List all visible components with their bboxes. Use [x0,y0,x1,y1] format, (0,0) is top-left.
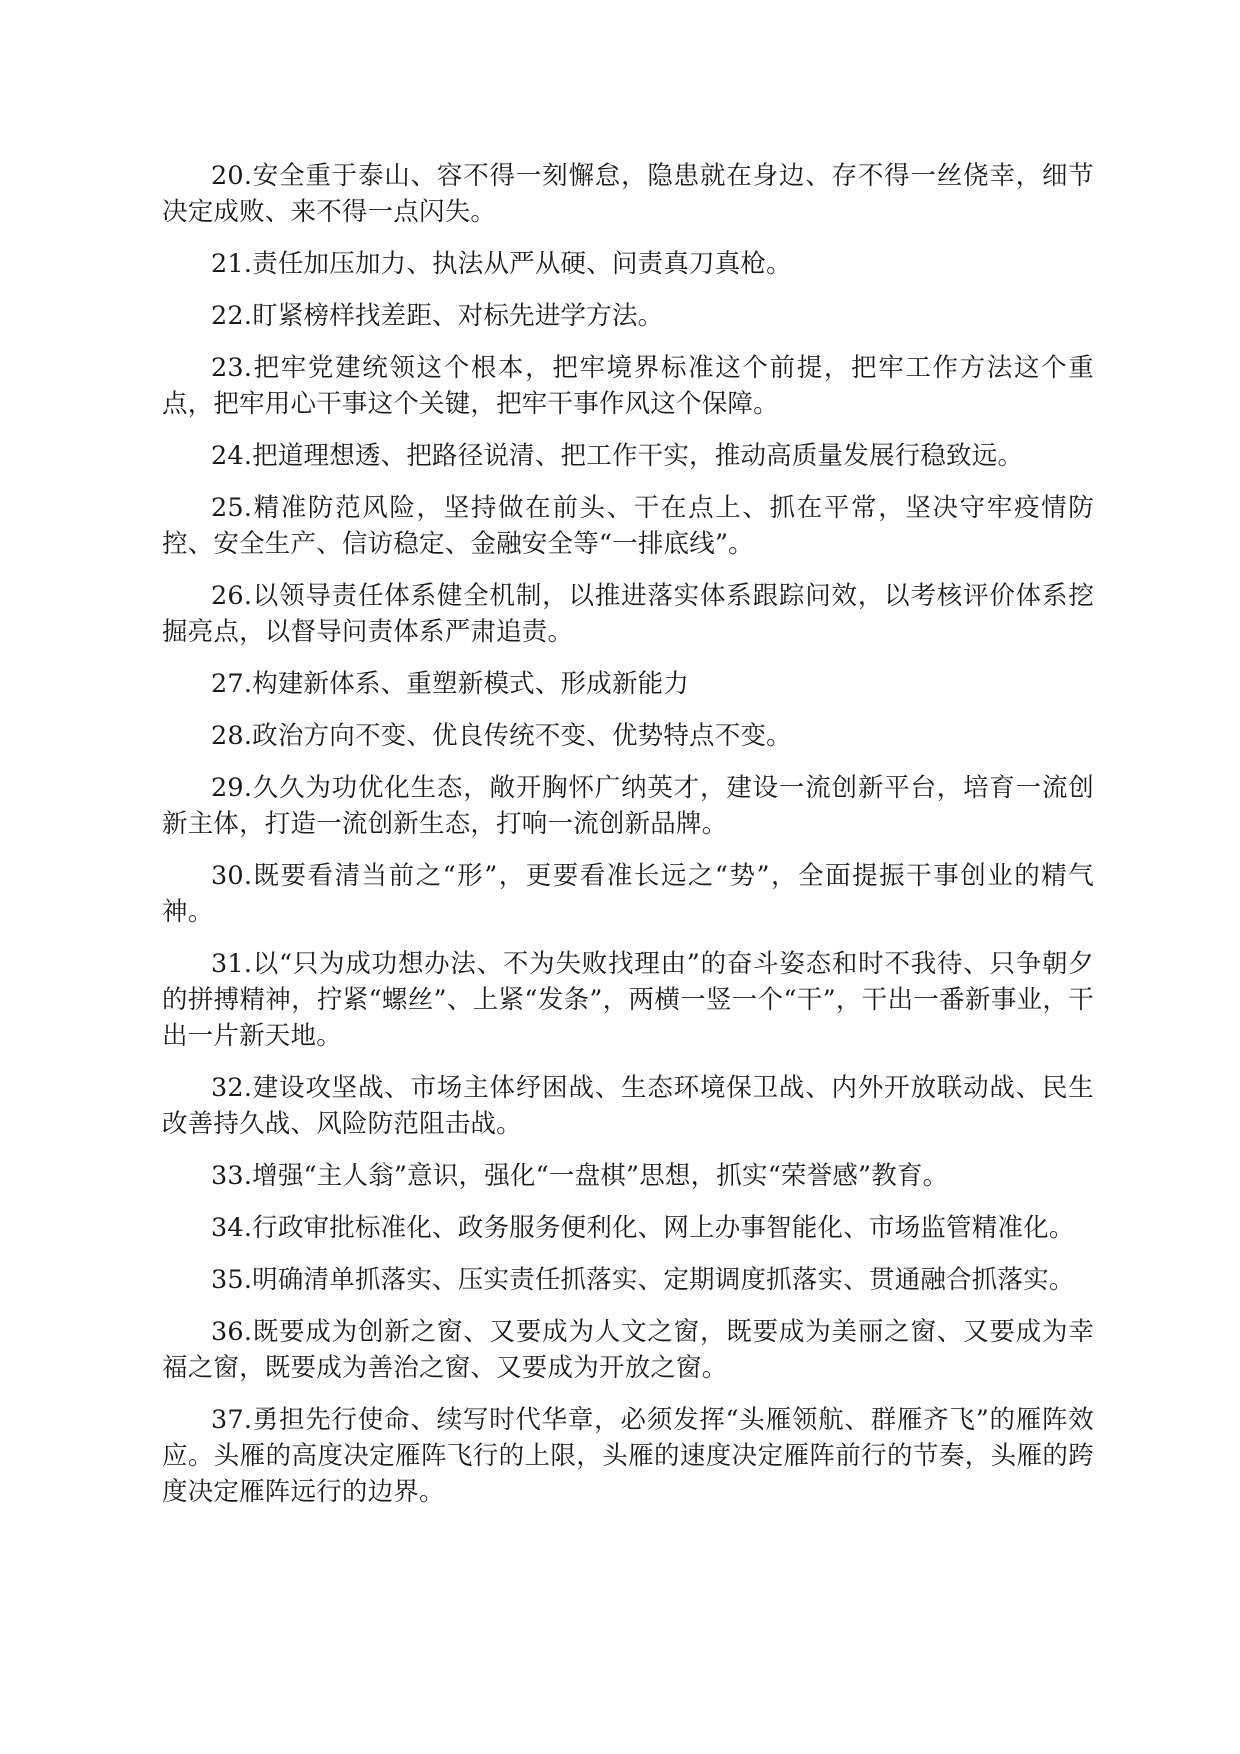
paragraph-26: 26.以领导责任体系健全机制，以推进落实体系跟踪问效，以考核评价体系挖掘亮点，以督导问责体系严肃追责。 [162,581,1094,647]
paragraph-32: 32.建设攻坚战、市场主体纾困战、生态环境保卫战、内外开放联动战、民生改善持久战、风险防范阻击战。 [162,1073,1094,1139]
paragraph-30: 30.既要看清当前之“形”，更要看准长远之“势”，全面提振干事创业的精气神。 [162,861,1094,927]
paragraph-37: 37.勇担先行使命、续写时代华章，必须发挥“头雁领航、群雁齐飞”的雁阵效应。头雁的高度决定雁阵飞行的上限，头雁的速度决定雁阵前行的节奏，头雁的跨度决定雁阵远行的边界。 [162,1405,1094,1507]
paragraph-21: 21.责任加压加力、执法从严从硬、问责真刀真枪。 [211,249,792,279]
paragraph-36: 36.既要成为创新之窗、又要成为人文之窗，既要成为美丽之窗、又要成为幸福之窗，既要成为善治之窗、又要成为开放之窗。 [162,1317,1094,1383]
paragraph-25: 25.精准防范风险，坚持做在前头、干在点上、抓在平常，坚决守牢疫情防控、安全生产、信访稳定、金融安全等“一排底线”。 [162,493,1094,559]
paragraph-24: 24.把道理想透、把路径说清、把工作干实，推动高质量发展行稳致远。 [211,441,1024,471]
paragraph-35: 35.明确清单抓落实、压实责任抓落实、定期调度抓落实、贯通融合抓落实。 [211,1265,1075,1295]
paragraph-33: 33.增强“主人翁”意识，强化“一盘棋”思想，抓实“荣誉感”教育。 [211,1161,949,1191]
document-body [162,158,1094,1526]
paragraph-28: 28.政治方向不变、优良传统不变、优势特点不变。 [211,721,792,751]
paragraph-31: 31.以“只为成功想办法、不为失败找理由”的奋斗姿态和时不我待、只争朝夕的拼搏精神，拧紧“螺丝”、上紧“发条”，两横一竖一个“干”，干出一番新事业，干出一片新天地。 [162,949,1094,1051]
paragraph-27: 27.构建新体系、重塑新模式、形成新能力 [211,669,690,699]
paragraph-23: 23.把牢党建统领这个根本，把牢境界标准这个前提，把牢工作方法这个重点，把牢用心干事这个关键，把牢干事作风这个保障。 [162,353,1094,419]
paragraph-34: 34.行政审批标准化、政务服务便利化、网上办事智能化、市场监管精准化。 [211,1213,1075,1243]
paragraph-22: 22.盯紧榜样找差距、对标先进学方法。 [211,301,664,331]
paragraph-29: 29.久久为功优化生态，敞开胸怀广纳英才，建设一流创新平台，培育一流创新主体，打造一流创新生态，打响一流创新品牌。 [162,773,1094,839]
paragraph-20: 20.安全重于泰山、容不得一刻懈怠，隐患就在身边、存不得一丝侥幸，细节决定成败、来不得一点闪失。 [162,161,1094,227]
